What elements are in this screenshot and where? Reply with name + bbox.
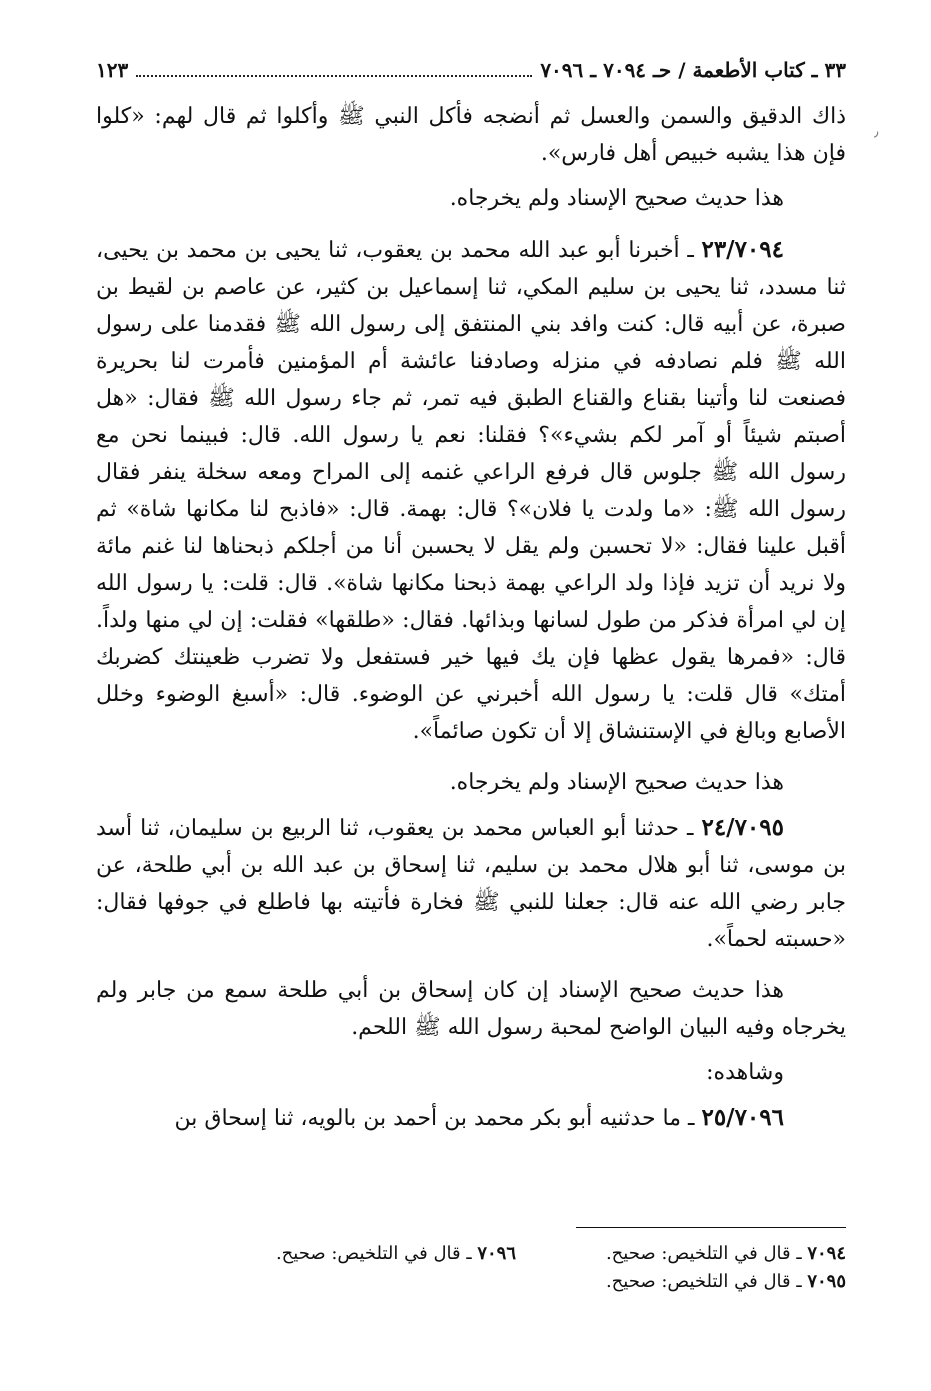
hadith-text: ـ حدثنا أبو العباس محمد بن يعقوب، ثنا الربيع بن سليمان، ثنا أسد بن موسى، ثنا أبو هلال محمد بن سليم، ثنا إسحاق بن عبد الله بن أبي طلحة، عن جابر رضي الله عنه قال: جعلنا للنبي ﷺ فخارة فأتيته بها فاطلع في جوفها فقال: «حسبته لحماً». [96,816,846,952]
margin-mark: ٫ [874,124,879,140]
hadith-text: ـ ما حدثنيه أبو بكر محمد بن أحمد بن بالويه، ثنا إسحاق بن [174,1106,702,1131]
hadith-paragraph [96,809,846,958]
footnote [516,1240,846,1268]
page-content [96,58,846,1137]
footnote-text: ـ قال في التلخيص: صحيح. [605,1243,808,1264]
hadith-number: ٢٥/٧٠٩٦ [701,1104,784,1131]
grading-note: هذا حديث صحيح الإسناد ولم يخرجاه. [449,186,784,211]
footnote-number: ٧٠٩٤ [807,1243,846,1264]
footnote [516,1268,846,1296]
running-header [96,58,846,92]
grading-note: هذا حديث صحيح الإسناد ولم يخرجاه. [449,770,784,795]
footnote [186,1240,516,1268]
page-number: ١٢٣ [96,58,129,82]
footnote-row [96,1268,846,1296]
footnote-text: ـ قال في التلخيص: صحيح. [275,1243,478,1264]
hadith-number: ٢٤/٧٠٩٥ [701,814,784,841]
footnote-rule [576,1227,846,1228]
hadith-paragraph [96,231,846,750]
footnote-number: ٧٠٩٦ [477,1243,516,1264]
footnote-number: ٧٠٩٥ [807,1271,846,1292]
chapter-title: ٣٣ ـ كتاب الأطعمة / حـ ٧٠٩٤ ـ ٧٠٩٦ [540,58,846,82]
hadith-number: ٢٣/٧٠٩٤ [701,236,784,263]
footnote-text: ـ قال في التلخيص: صحيح. [605,1271,808,1292]
witness-label: وشاهده: [706,1060,784,1085]
paragraph: ذاك الدقيق والسمن والعسل ثم أنضجه فأكل النبي ﷺ وأكلوا ثم قال لهم: «كلوا فإن هذا يشبه خبيص أهل فارس». [96,104,846,166]
hadith-paragraph [96,1099,846,1137]
hadith-text: ـ أخبرنا أبو عبد الله محمد بن يعقوب، ثنا يحيى بن محمد بن يحيى، ثنا مسدد، ثنا يحيى بن سليم المكي، ثنا إسماعيل بن كثير، عن عاصم بن لقيط بن صبرة، عن أبيه قال: كنت وافد بني المنتفق إلى رسول الله ﷺ فقدمنا على رسول الله ﷺ فلم نصادفه في منزله وصادفنا عائشة أم المؤمنين فأمرت لنا بحريرة فصنعت لنا وأتينا بقناع والقناع الطبق فيه تمر، ثم جاء رسول الله ﷺ فقال: «هل أصبتم شيئاً أو آمر لكم بشيء»؟ فقلنا: نعم يا رسول الله. قال: فبينما نحن مع رسول الله ﷺ جلوس قال فرفع الراعي غنمه إلى المراح ومعه سخلة ينفر فقال رسول الله ﷺ: «ما ولدت يا فلان»؟ قال: بهمة. قال: «فاذبح لنا مكانها شاة» ثم أقبل علينا فقال: «لا تحسبن ولم يقل لا يحسبن أنا من أجلكم ذبحناها لنا غنم مائة ولا نريد أن تزيد فإذا ولد الراعي بهمة ذبحنا مكانها شاة». قال: قلت: يا رسول الله إن لي امرأة فذكر من طول لسانها وبذائها. فقال: «طلقها» فقلت: إن لي منها ولداً. قال: «فمرها يقول عظها فإن يك فيها خير فستفعل ولا تضرب ظعينتك كضربك أمتك» قال قلت: يا رسول الله أخبرني عن الوضوء. قال: «أسبغ الوضوء وخلل الأصابع وبالغ في الإستنشاق إلا أن تكون صائماً». [96,238,847,744]
footnotes [96,1240,846,1296]
footnote-row [96,1240,846,1268]
grading-note: هذا حديث صحيح الإسناد إن كان إسحاق بن أبي طلحة سمع من جابر ولم يخرجاه وفيه البيان الواضح لمحبة رسول الله ﷺ اللحم. [96,978,846,1040]
header-leader-dots [136,75,532,77]
